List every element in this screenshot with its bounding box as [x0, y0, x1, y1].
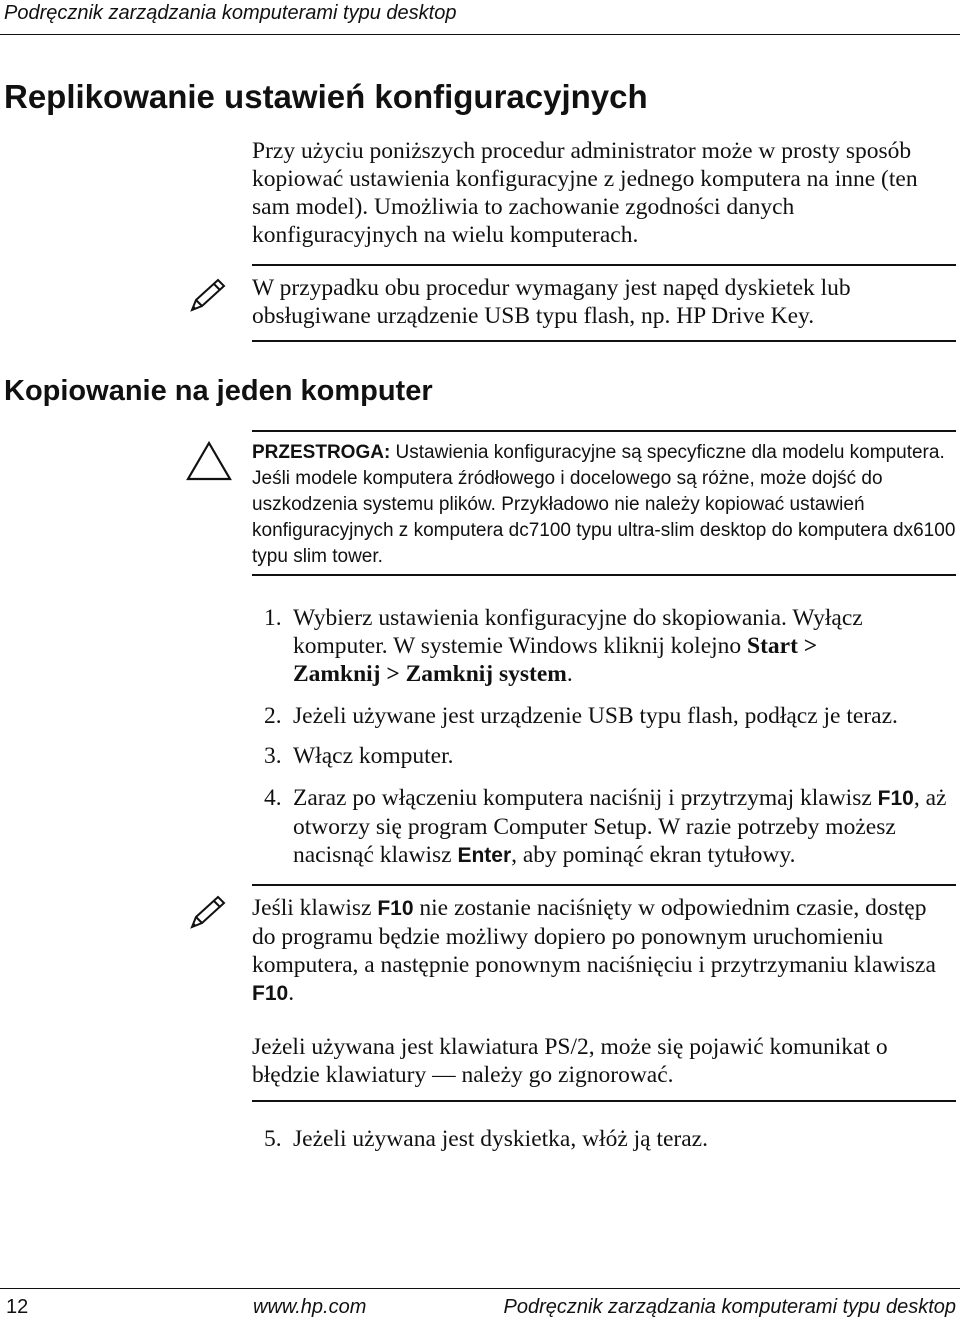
menu-path-shutdown: Zamknij > Zamknij system — [293, 661, 567, 687]
step-text-part: , aż otworzy się program Computer Setup. W razie potrzeby możesz nacisnąć klawisz — [293, 785, 947, 868]
step-text — [293, 784, 953, 870]
pencil-note-icon — [186, 893, 228, 935]
note3-bottom-rule — [252, 1100, 956, 1102]
step-number: 3. — [264, 743, 282, 769]
subsection-title: Kopiowanie na jeden komputer — [4, 375, 433, 407]
note-bottom-rule — [252, 340, 956, 342]
footer-title: Podręcznik zarządzania komputerami typu desktop — [503, 1296, 956, 1318]
note-text-part: . — [288, 980, 295, 1006]
footer-divider — [0, 1288, 960, 1289]
menu-path-start: Start > — [747, 633, 818, 659]
running-header: Podręcznik zarządzania komputerami typu desktop — [4, 2, 457, 24]
step-text: Jeżeli używana jest dyskietka, włóż ją teraz. — [293, 1126, 708, 1152]
step-text: Jeżeli używane jest urządzenie USB typu flash, podłącz je teraz. — [293, 703, 898, 729]
caution-box — [252, 440, 956, 570]
step-number: 4. — [264, 785, 282, 811]
section-title: Replikowanie ustawień konfiguracyjnych — [4, 78, 648, 115]
note-text-part: Jeśli klawisz — [252, 895, 378, 921]
step-text-part: Wybierz ustawienia konfiguracyjne do skopiowania. Wyłącz komputer. W systemie Windows kliknij kolejno — [293, 605, 863, 659]
step-text — [293, 604, 953, 688]
note-f10-timing — [252, 894, 952, 1008]
step-text-part: . — [566, 661, 573, 687]
caution-top-rule — [252, 430, 956, 432]
step-text: Włącz komputer. — [293, 743, 454, 769]
key-f10: F10 — [252, 982, 289, 1005]
caution-triangle-icon — [186, 440, 232, 482]
note-text-part: nie zostanie naciśnięty w odpowiednim czasie, dostęp do programu będzie możliwy dopiero po ponownym uruchomieniu komputera, a następnie ponownym naciśnięciu i przytrzymaniu klawisza — [252, 895, 936, 978]
caution-text: Ustawienia konfiguracyjne są specyficzne dla modelu komputera. Jeśli modele komputera źródłowego i docelowego są różne, może dojść do uszkodzenia systemu plików. Przykładowo nie należy kopiować ustawień konfiguracyjnych z komputera dc7100 typu ultra-slim desktop do komputera dx6100 typu slim tower. — [252, 442, 956, 567]
note2-top-rule — [252, 884, 956, 886]
key-enter: Enter — [457, 844, 512, 867]
step-text-part: Zaraz po włączeniu komputera naciśnij i przytrzymaj klawisz — [293, 785, 878, 811]
key-f10: F10 — [877, 787, 914, 810]
note-ps2-keyboard: Jeżeli używana jest klawiatura PS/2, może się pojawić komunikat o błędzie klawiatury — należy go zignorować. — [252, 1034, 888, 1088]
page-number: 12 — [6, 1296, 29, 1318]
caution-bottom-rule — [252, 574, 956, 576]
pencil-note-icon — [186, 276, 228, 318]
header-divider — [0, 34, 960, 35]
step-number: 1. — [264, 605, 282, 631]
key-f10: F10 — [377, 897, 414, 920]
note-usb-requirement: W przypadku obu procedur wymagany jest napęd dyskietek lub obsługiwane urządzenie USB typu flash, np. HP Drive Key. — [252, 275, 851, 329]
caution-label: PRZESTROGA: — [252, 442, 391, 463]
step-number: 2. — [264, 703, 282, 729]
step-text-part: , aby pominąć ekran tytułowy. — [511, 842, 796, 868]
intro-paragraph: Przy użyciu poniższych procedur administrator może w prosty sposób kopiować ustawienia konfiguracyjne z jednego komputera na inne (ten sam model). Umożliwia to zachowanie zgodności danych konfiguracyjnych na wielu komputerach. — [252, 138, 918, 248]
step-number: 5. — [264, 1126, 282, 1152]
note-top-rule — [252, 264, 956, 266]
footer-url: www.hp.com — [253, 1296, 367, 1318]
